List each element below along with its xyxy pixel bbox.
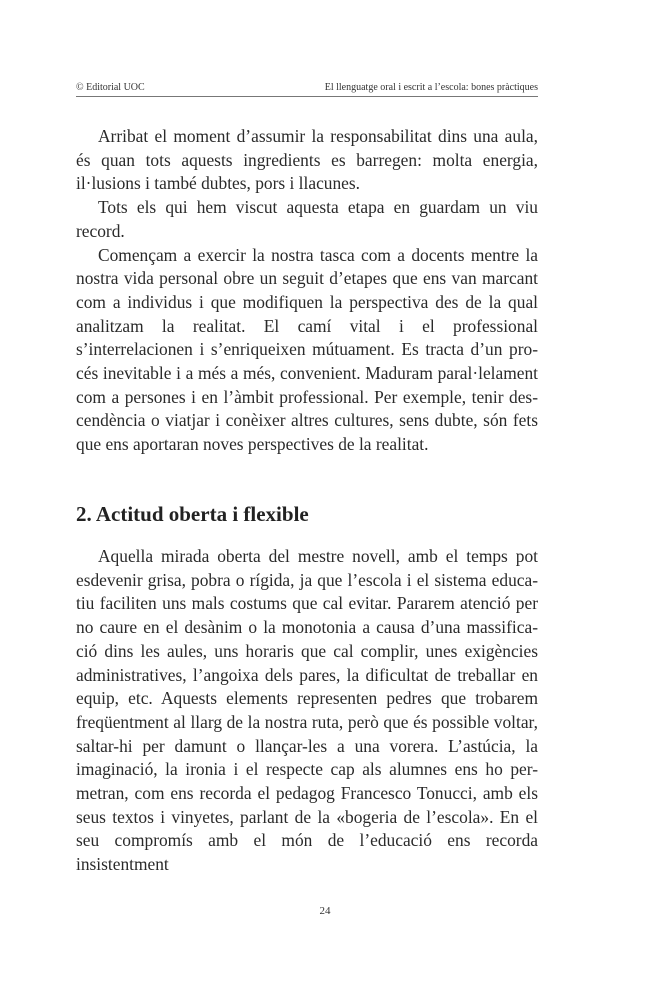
section-heading: 2. Actitud oberta i flexible [76, 502, 309, 526]
body-text-intro [76, 125, 538, 457]
running-header [76, 82, 538, 97]
paragraph: Començam a exercir la nostra tasca com a docents mentre la nostra vida personal obre un seguit d’etapes que ens van marcant com a individus i que modifiquen la perspectiva des de la qual analitzam la realitat. El camí vital i el professional s’interrelacionen i s’enriqueixen mútuament. Es tracta d’un pro-cés inevitable i a més a més, convenient. Maduram paral·lelament com a persones i en l’àmbit professional. Per exemple, tenir des-cendència o viatjar i conèixer altres cultures, sens dubte, són fets que ens aportaran noves perspectives de la realitat. [76, 244, 538, 455]
book-title: El llenguatge oral i escrit a l’escola: bones pràctiques [324, 82, 538, 93]
paragraph: Arribat el moment d’assumir la responsabilitat dins una aula, és quan tots aquests ingredients es barregen: molta energia, il·lusions i també dubtes, pors i llacunes. [76, 126, 538, 194]
paragraph: Aquella mirada oberta del mestre novell, amb el temps pot esdevenir grisa, pobra o rígida, ja que l’escola i el sistema educa-tiu faciliten uns mals costums que cal evitar. Pararem atenció per no caure en el desànim o la monotonia a causa d’una massifica-ció dins les aules, uns horaris que cal complir, unes exigències administratives, l’angoixa dels pares, la dificultat de treballar en equip, etc. Aquests elements representen pedres que trobarem freqüentment al llarg de la nostra ruta, però que és possible voltar, saltar-hi per damunt o llançar-les a una vorera. L’astúcia, la imaginació, la ironia i el respecte cap als alumnes ens ho per-metran, com ens recorda el pedagog Francesco Tonucci, amb els seus textos i vinyetes, parlant de la «bogeria de l’escola». En el seu compromís amb el món de l’educació ens recorda insistentment [76, 546, 538, 875]
publisher-label: © Editorial UOC [76, 82, 145, 93]
page-number: 24 [319, 905, 331, 917]
paragraph: Tots els qui hem viscut aquesta etapa en guardam un viu record. [76, 197, 538, 241]
body-text-section [76, 545, 538, 877]
